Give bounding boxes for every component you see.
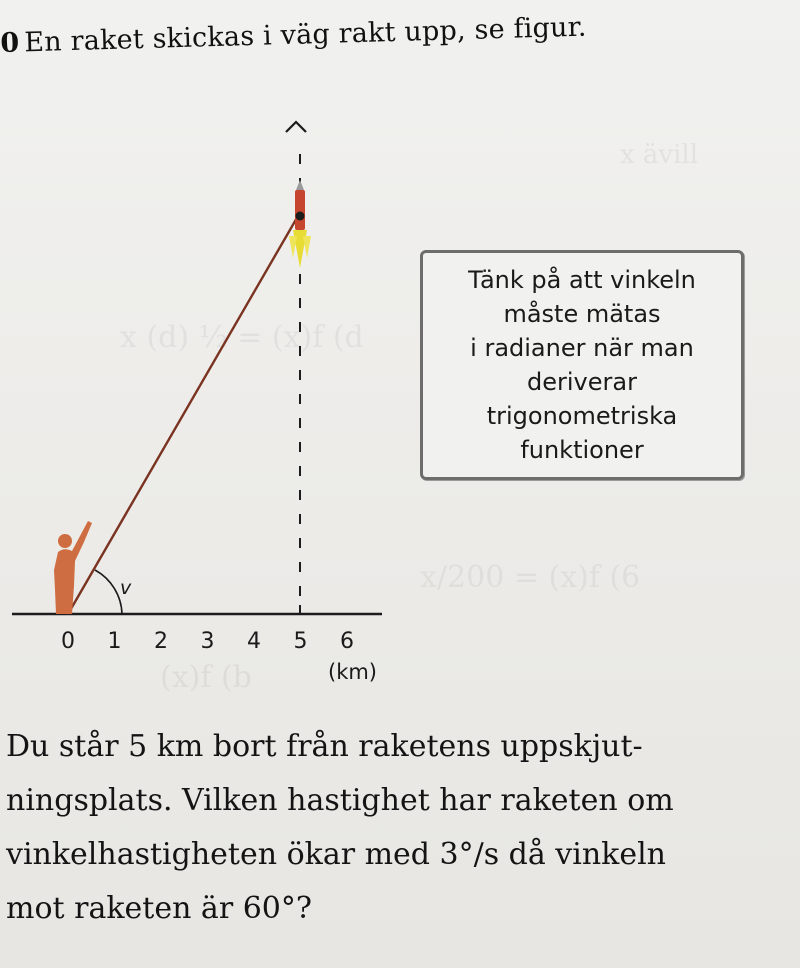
axis-tick-label: 4 [247, 629, 261, 654]
hint-line: trigonometriska [486, 402, 678, 430]
axis-tick-label: 6 [340, 629, 354, 654]
question-line: ningsplats. Vilken hastighet har raketen om [6, 783, 674, 818]
hint-line: funktioner [520, 436, 644, 464]
rocket-figure [0, 100, 400, 700]
question-line: Du står 5 km bort från raketens uppskjut- [6, 729, 643, 764]
axis-tick-labels [61, 629, 354, 654]
hint-line: deriverar [527, 368, 637, 396]
question-text [6, 720, 800, 936]
problem-number: 0 [0, 27, 20, 59]
axis-unit-label: (km) [328, 660, 378, 684]
person-icon [54, 521, 92, 614]
problem-heading [0, 12, 587, 59]
axis-tick-label: 1 [107, 629, 122, 654]
hint-text [423, 263, 741, 467]
problem-heading-text: En raket skickas i väg rakt upp, se figur. [23, 11, 587, 59]
question-line: vinkelhastigheten ökar med 3°/s då vinkeln [6, 837, 666, 872]
up-arrow-icon [286, 122, 306, 132]
hint-box [420, 250, 744, 480]
axis-tick-label: 0 [61, 629, 75, 654]
hint-line: i radianer när man [470, 334, 694, 362]
sight-line [68, 216, 298, 614]
angle-label: v [120, 577, 132, 599]
question-line: mot raketen är 60°? [6, 891, 312, 926]
axis-tick-label: 2 [154, 629, 168, 654]
angle-arc [95, 570, 122, 614]
hint-line: Tänk på att vinkeln [468, 266, 696, 294]
hint-line: måste mätas [503, 300, 661, 328]
axis-tick-label: 3 [200, 629, 215, 654]
axis-tick-label: 5 [293, 629, 308, 654]
